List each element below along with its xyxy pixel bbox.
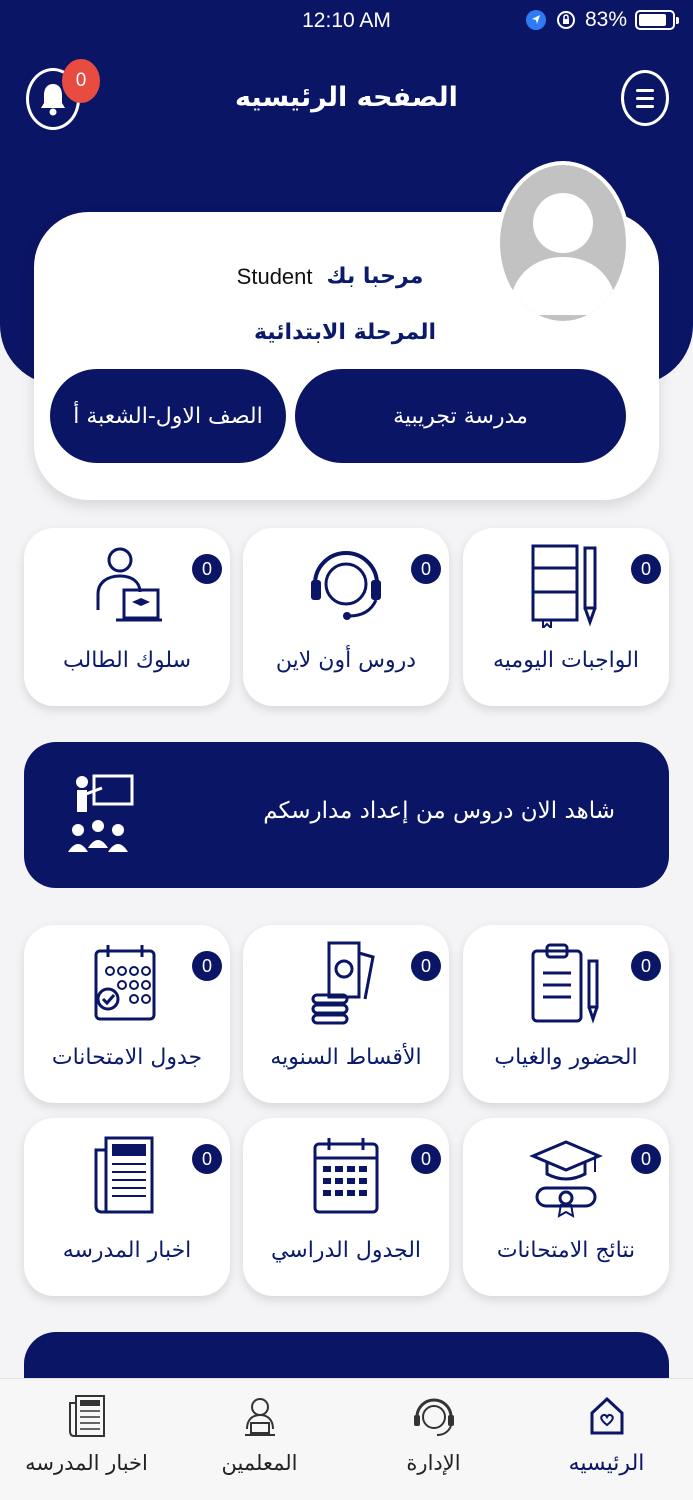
battery-icon [635, 10, 675, 30]
nav-label: اخبار المدرسه [25, 1451, 148, 1475]
bottom-nav [0, 1378, 693, 1500]
tile-count-badge: 0 [631, 1144, 661, 1174]
nav-label: المعلمين [221, 1451, 298, 1475]
greeting-text: مرحبا بك [326, 264, 424, 289]
tile-label: الأقساط السنويه [270, 1045, 422, 1070]
tile-label: سلوك الطالب [62, 648, 192, 673]
tile-count-badge: 0 [411, 554, 441, 584]
tile-exam-results[interactable] [463, 1118, 669, 1296]
tile-school-news[interactable] [24, 1118, 230, 1296]
tile-count-badge: 0 [192, 554, 222, 584]
tile-daily-homework[interactable] [463, 528, 669, 706]
calendar-icon [309, 1134, 383, 1218]
nav-administration[interactable] [347, 1379, 520, 1500]
avatar[interactable] [496, 161, 630, 325]
tile-count-badge: 0 [192, 951, 222, 981]
notebook-icon [529, 544, 603, 628]
user-name: Student [236, 264, 313, 289]
calendar-check-icon [90, 941, 164, 1025]
graduation-icon [529, 1134, 603, 1218]
tile-label: الحضور والغياب [494, 1045, 638, 1070]
tile-count-badge: 0 [631, 951, 661, 981]
nav-home[interactable] [520, 1379, 693, 1500]
battery-fill [639, 14, 666, 26]
teacher-icon [237, 1393, 283, 1439]
newspaper-icon [90, 1134, 164, 1218]
tile-attendance[interactable] [463, 925, 669, 1103]
headset-icon [309, 544, 383, 628]
banner-text: شاهد الان دروس من إعداد مدارسكم [263, 798, 615, 824]
tile-count-badge: 0 [631, 554, 661, 584]
status-bar [0, 0, 693, 44]
nav-school-news[interactable] [0, 1379, 173, 1500]
notification-count-badge: 0 [62, 59, 100, 103]
user-placeholder-icon [500, 165, 626, 321]
tile-count-badge: 0 [411, 951, 441, 981]
tile-annual-installments[interactable] [243, 925, 449, 1103]
page-title: الصفحه الرئيسيه [235, 82, 458, 113]
tile-class-schedule[interactable] [243, 1118, 449, 1296]
tile-label: الجدول الدراسي [270, 1238, 422, 1263]
classroom-icon [64, 772, 144, 862]
student-laptop-icon [90, 544, 164, 628]
nav-teachers[interactable] [173, 1379, 346, 1500]
tile-label: نتائج الامتحانات [496, 1238, 636, 1263]
tile-exam-schedule[interactable] [24, 925, 230, 1103]
tile-count-badge: 0 [411, 1144, 441, 1174]
nav-label: الرئيسيه [568, 1451, 645, 1476]
tile-student-behavior[interactable] [24, 528, 230, 706]
nav-label: الإدارة [406, 1451, 461, 1475]
home-icon [584, 1393, 630, 1439]
headset-icon [411, 1393, 457, 1439]
status-right [525, 8, 675, 32]
school-button[interactable]: مدرسة تجريبية [295, 369, 626, 463]
tile-online-lessons[interactable] [243, 528, 449, 706]
class-button[interactable]: الصف الاول-الشعبة أ [50, 369, 286, 463]
tile-label: دروس أون لاين [275, 648, 417, 673]
location-icon [525, 9, 547, 31]
clipboard-icon [529, 941, 603, 1025]
tile-label: الواجبات اليوميه [493, 648, 639, 673]
tile-label: جدول الامتحانات [51, 1045, 203, 1070]
newspaper-icon [64, 1393, 110, 1439]
money-icon [309, 941, 383, 1025]
tile-count-badge: 0 [192, 1144, 222, 1174]
battery-percent: 83% [584, 8, 627, 31]
stage-text: المرحلة الابتدائية [253, 320, 437, 345]
rotation-lock-icon [555, 9, 577, 31]
tile-label: اخبار المدرسه [62, 1238, 192, 1263]
lessons-banner[interactable] [24, 742, 669, 888]
status-time: 12:10 AM [302, 9, 391, 32]
welcome-line [200, 264, 460, 290]
